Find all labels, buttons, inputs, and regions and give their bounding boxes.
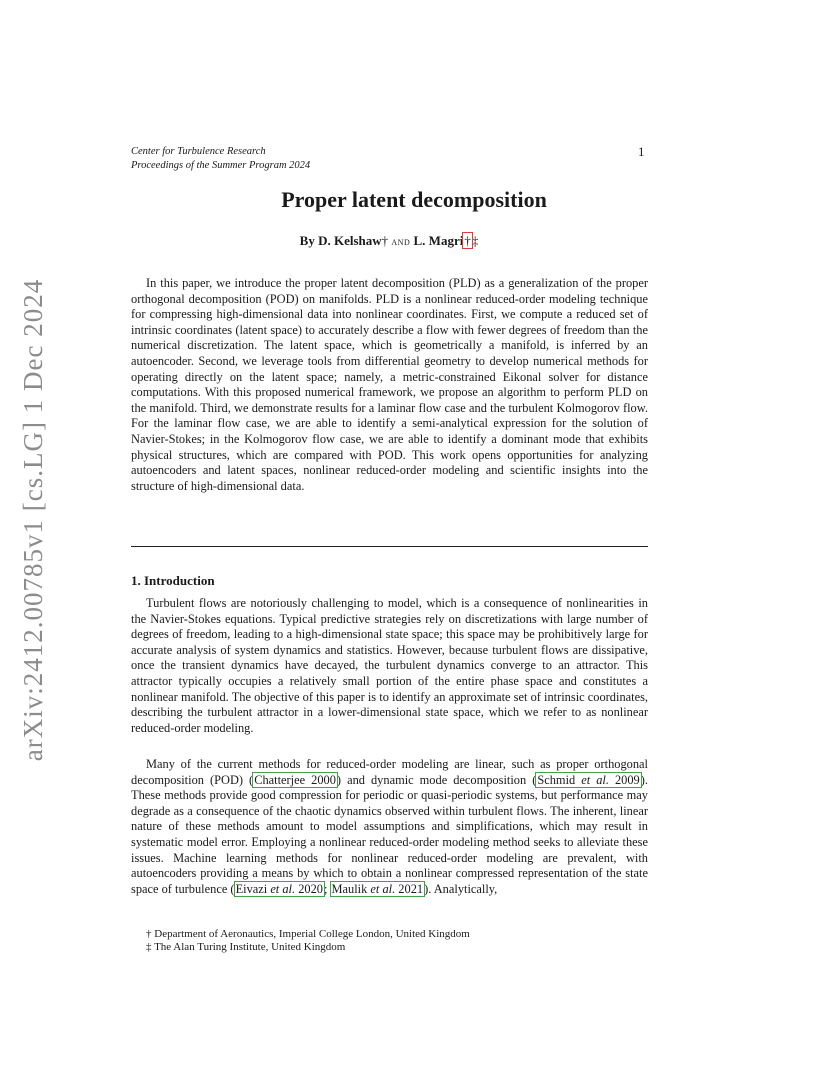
section-heading-introduction — [131, 573, 215, 589]
author-line — [0, 233, 778, 249]
intro-paragraph-2: Many of the current methods for reduced-order modeling are linear, such as proper orthogonal decomposition (POD) (Chatterjee 2000) and dynamic mode decomposition (Schmid et al. 2009). These methods provide good compression for periodic or quasi-periodic systems, but performance may degrade as a consequence of the chaotic dynamics observed within turbulent flows. The inherent, linear nature of these methods amount to model assumptions and simplifications, which may result in systematic model error. Employing a nonlinear reduced-order modeling method seeks to alleviate these issues. Machine learning methods for nonlinear reduced-order modeling are prevalent, with autoencoders providing a means by which to obtain a nonlinear compressed representation of the state space of turbulence (Eivazi et al. 2020; Maulik et al. 2021). Analytically, — [131, 757, 648, 896]
footnotes — [146, 928, 470, 954]
footnote-text: The Alan Turing Institute, United Kingdom — [154, 941, 346, 953]
footnote-ddagger — [146, 941, 470, 954]
header-line-institution: Center for Turbulence Research — [131, 146, 266, 157]
affiliation-link-ddagger[interactable]: ‡ — [471, 233, 479, 248]
paper-title: Proper latent decomposition — [281, 187, 547, 212]
paragraph-text: ). Analytically, — [424, 881, 498, 896]
paragraph-text: . These methods provide good compression for periodic or quasi-periodic systems, but performance may degrade as a consequence of the chaotic dynamics observed within turbulent flows. The inherent, linear nature of these methods amount to model assumptions and simplifications, which may result in systematic model error. Employing a nonlinear reduced-order modeling method seeks to alleviate these issues. Machine learning methods for nonlinear reduced-order modeling are prevalent, with autoencoders providing a means by which to obtain a nonlinear compressed representation of the state space of turbulence — [131, 772, 648, 896]
page-number: 1 — [638, 144, 645, 159]
author-kelshaw: D. Kelshaw — [318, 233, 382, 248]
citation-maulik-2021[interactable]: Maulik et al. 2021 — [331, 881, 424, 896]
paragraph-text: and dynamic mode decomposition — [341, 772, 533, 787]
running-header — [131, 145, 310, 172]
section-title: Introduction — [144, 573, 215, 588]
section-number: 1. — [131, 573, 141, 588]
by-label: By — [299, 233, 315, 248]
intro-paragraph-1: Turbulent flows are notoriously challenging to model, which is a consequence of nonlinearities in the Navier-Stokes equations. Typical predictive strategies rely on discretizations with large number of degrees of freedom, leading to a high-dimensional state space; this space may be prohibitively large for accurate analysis of system dynamics and statistics. However, because turbulent flows are dissipative, once the transient dynamics have decayed, the turbulent dynamics converge to an attractor. This attractor typically occupies a relatively small portion of the entire phase space and constitutes a nonlinear manifold. The objective of this paper is to identify an approximate set of intrinsic coordinates, describing the turbulent attractor in a lower-dimensional state space, which we refer to as nonlinear reduced-order modeling. — [131, 596, 648, 735]
footnote-mark: ‡ — [146, 941, 152, 953]
header-line-proceedings: Proceedings of the Summer Program 2024 — [131, 159, 311, 171]
author-magri: L. Magri — [413, 233, 464, 248]
footnote-mark: † — [146, 928, 152, 940]
abstract-divider — [131, 546, 648, 547]
citation-eivazi-2020[interactable]: Eivazi et al. 2020 — [235, 881, 323, 896]
and-label: and — [391, 236, 411, 248]
affiliation-mark-dagger[interactable]: † — [381, 233, 389, 248]
citation-chatterjee-2000[interactable]: Chatterjee 2000 — [254, 772, 336, 787]
abstract: In this paper, we introduce the proper latent decomposition (PLD) as a generalization of the proper orthogonal decomposition (POD) on manifolds. PLD is a nonlinear reduced-order modeling technique for compressing high-dimensional data into nonlinear coordinates. First, we compute a reduced set of intrinsic coordinates (latent space) to accurately describe a flow with fewer degrees of freedom than the numerical discretization. The latent space, which is geometrically a manifold, is inferred by an autoencoder. Second, we leverage tools from differential geometry to develop numerical methods for operating directly on the latent space; namely, a metric-constrained Eikonal solver for distance computations. With this proposed numerical framework, we propose an algorithm to perform PLD on the manifold. Third, we demonstrate results for a laminar flow case and the turbulent Kolmogorov flow. For the laminar flow case, we are able to identify a semi-analytical expression for the solution of Navier-Stokes; in the Kolmogorov flow case, we are able to identify a dominant mode that exhibits physical structures, which are compared with POD. This work opens opportunities for analyzing autoencoders and latent spaces, nonlinear reduced-order modeling and scientific insights into the structure of high-dimensional data. — [131, 276, 648, 493]
footnote-dagger — [146, 928, 470, 941]
arxiv-identifier-stamp: arXiv:2412.00785v1 [cs.LG] 1 Dec 2024 — [18, 278, 48, 762]
citation-schmid-2009[interactable]: Schmid et al. 2009 — [537, 772, 640, 787]
footnote-text: Department of Aeronautics, Imperial College London, United Kingdom — [154, 928, 470, 940]
paragraph-text: Many of the current methods for reduced-order modeling are linear, such as proper orthogonal decomposition (POD) — [131, 757, 648, 787]
affiliation-link-dagger[interactable]: † — [464, 233, 471, 248]
